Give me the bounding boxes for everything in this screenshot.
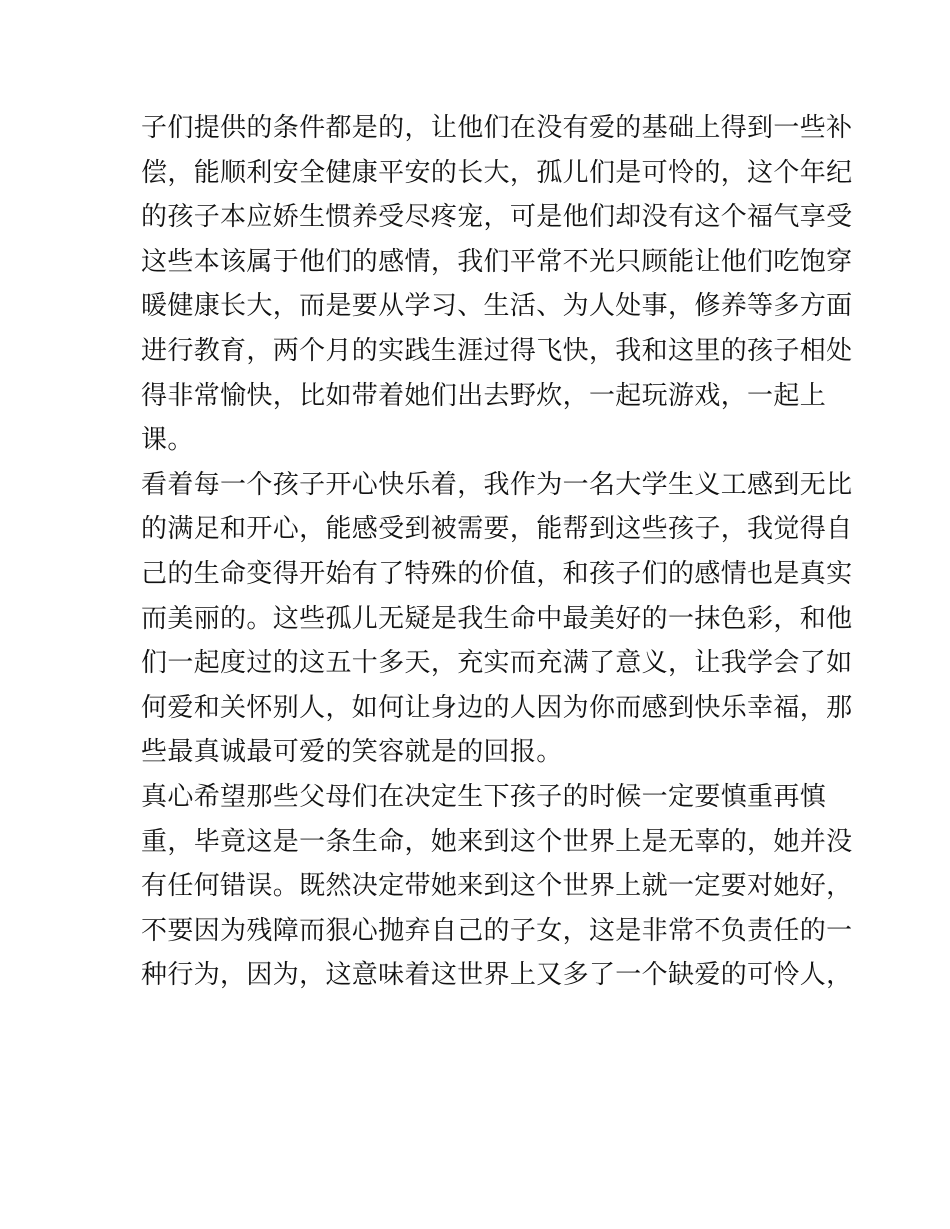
text-line: 子们提供的条件都是的，让他们在没有爱的基础上得到一些补 [141, 113, 853, 143]
text-line: 得非常愉快，比如带着她们出去野炊，一起玩游戏，一起上 [141, 380, 827, 411]
text-line: 们一起度过的这五十多天，充实而充满了意义，让我学会了如 [141, 648, 853, 679]
text-line: 种行为，因为，这意味着这世界上又多了一个缺爱的可怜人， [141, 960, 853, 991]
text-line: 而美丽的。这些孤儿无疑是我生命中最美好的一抹色彩，和他 [141, 603, 853, 634]
text-line: 些最真诚最可爱的笑容就是的回报。 [141, 737, 563, 768]
text-line: 有任何错误。既然决定带她来到这个世界上就一定要对她好， [141, 871, 853, 902]
text-line: 进行教育，两个月的实践生涯过得飞快，我和这里的孩子相处 [141, 335, 853, 366]
text-line: 的满足和开心，能感受到被需要，能帮到这些孩子，我觉得自 [141, 514, 853, 545]
text-line: 这些本该属于他们的感情，我们平常不光只顾能让他们吃饱穿 [141, 246, 853, 277]
text-line: 不要因为残障而狠心抛弃自己的子女，这是非常不负责任的一 [141, 915, 853, 946]
text-line: 暖健康长大，而是要从学习、生活、为人处事，修养等多方面 [141, 291, 853, 322]
text-line: 己的生命变得开始有了特殊的价值，和孩子们的感情也是真实 [141, 558, 853, 589]
text-line: 何爱和关怀别人，如何让身边的人因为你而感到快乐幸福，那 [141, 692, 853, 723]
text-line: 的孩子本应娇生惯养受尽疼宠，可是他们却没有这个福气享受 [141, 202, 853, 233]
body-text [141, 106, 853, 998]
text-line: 偿，能顺利安全健康平安的长大，孤儿们是可怜的，这个年纪 [141, 157, 853, 188]
text-line: 课。 [141, 425, 194, 456]
text-line: 看着每一个孩子开心快乐着，我作为一名大学生义工感到无比 [141, 469, 853, 500]
text-line: 重，毕竟这是一条生命，她来到这个世界上是无辜的，她并没 [141, 826, 853, 857]
text-line: 真心希望那些父母们在决定生下孩子的时候一定要慎重再慎 [141, 781, 827, 812]
